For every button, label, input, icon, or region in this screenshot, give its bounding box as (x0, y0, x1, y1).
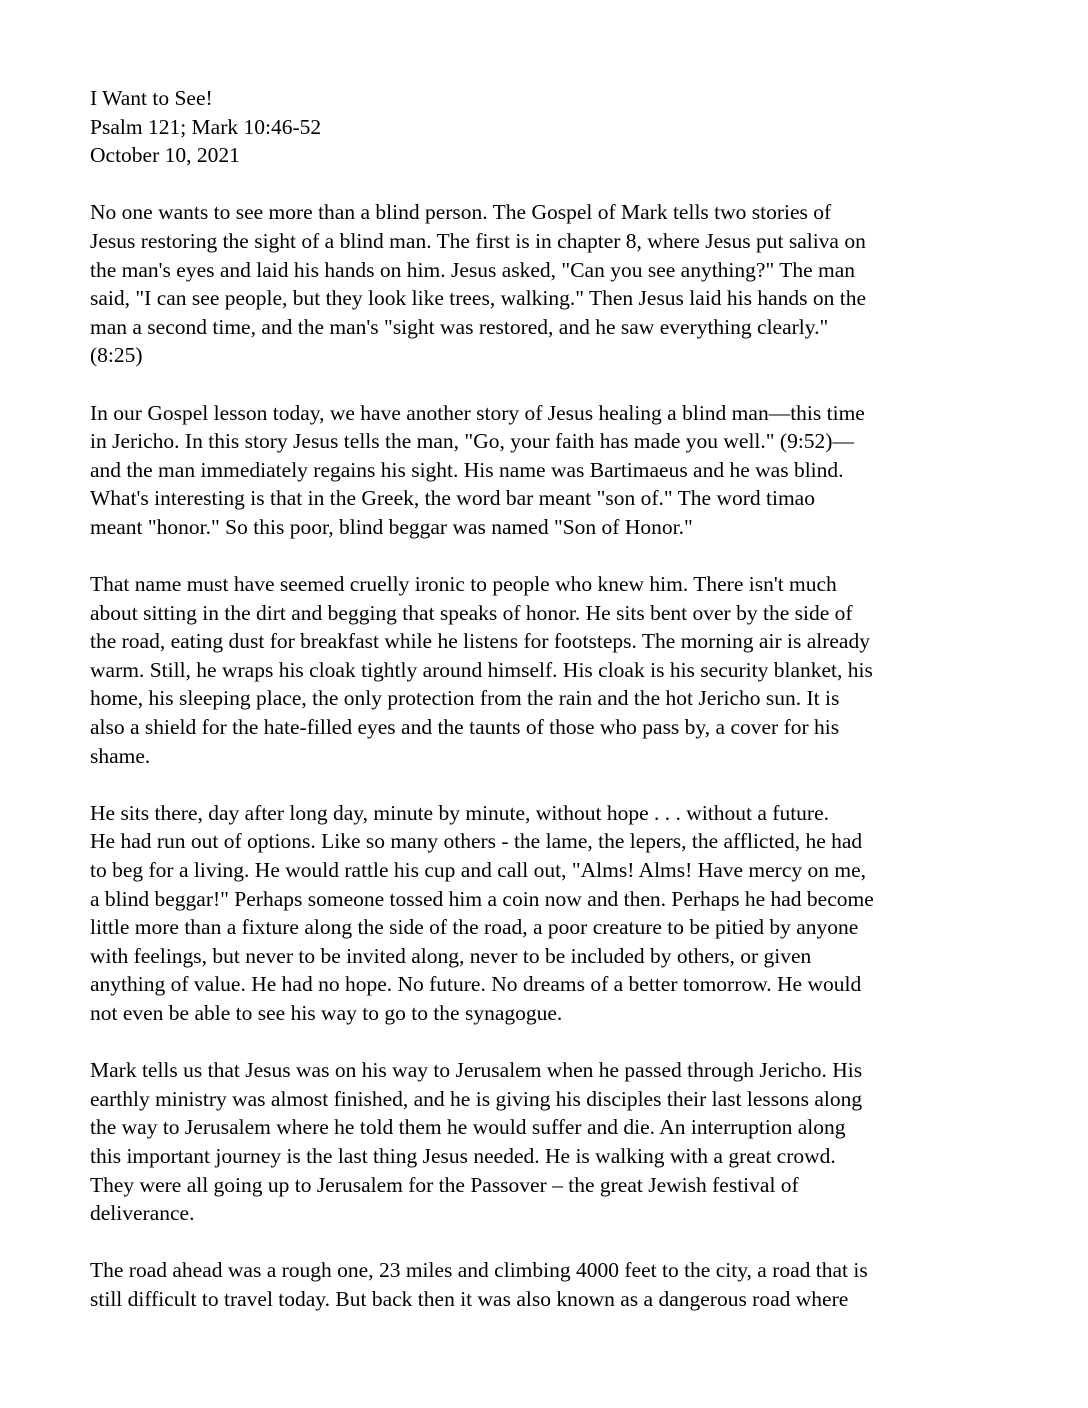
paragraph (90, 1056, 1010, 1228)
text-line: (8:25) (90, 343, 143, 368)
sermon-header (90, 84, 1010, 170)
text-line: in Jericho. In this story Jesus tells the man, "Go, your faith has made you well." (9:52)— (90, 429, 854, 454)
paragraph (90, 570, 1010, 770)
text-line: anything of value. He had no hope. No future. No dreams of a better tomorrow. He would (90, 972, 862, 997)
sermon-date: October 10, 2021 (90, 143, 240, 168)
text-line: the road, eating dust for breakfast while he listens for footsteps. The morning air is already (90, 629, 870, 654)
text-line: not even be able to see his way to go to the synagogue. (90, 1001, 563, 1025)
text-line: said, "I can see people, but they look like trees, walking." Then Jesus laid his hands on the (90, 286, 867, 311)
text-line: to beg for a living. He would rattle his cup and call out, "Alms! Alms! Have mercy on me, (90, 858, 867, 883)
text-line: home, his sleeping place, the only protection from the rain and the hot Jericho sun. It is (90, 686, 840, 711)
text-line: this important journey is the last thing Jesus needed. He is walking with a great crowd. (90, 1143, 836, 1168)
text-line: shame. (90, 743, 151, 768)
text-line: Jesus restoring the sight of a blind man. The first is in chapter 8, where Jesus put saliva on (90, 228, 866, 253)
text-line: That name must have seemed cruelly ironic to people who knew him. There isn't much (90, 572, 837, 597)
text-line: about sitting in the dirt and begging that speaks of honor. He sits bent over by the side of (90, 600, 853, 625)
text-line: What's interesting is that in the Greek, the word bar meant "son of." The word timao (90, 486, 815, 511)
text-line: They were all going up to Jerusalem for the Passover – the great Jewish festival of (90, 1172, 799, 1197)
text-line: the man's eyes and laid his hands on him. Jesus asked, "Can you see anything?" The man (90, 257, 856, 282)
text-line: the way to Jerusalem where he told them he would suffer and die. An interruption along (90, 1115, 846, 1140)
text-line: still difficult to travel today. But back then it was also known as a dangerous road where (90, 1286, 849, 1311)
text-line: man a second time, and the man's "sight was restored, and he saw everything clearly." (90, 314, 829, 339)
text-line: also a shield for the hate-filled eyes and the taunts of those who pass by, a cover for his (90, 715, 840, 740)
text-line: with feelings, but never to be invited along, never to be included by others, or given (90, 943, 812, 968)
sermon-title: I Want to See! (90, 86, 213, 110)
paragraph (90, 1256, 1010, 1313)
paragraph (90, 198, 1010, 370)
document-body (90, 84, 1010, 1342)
text-line: a blind beggar!" Perhaps someone tossed him a coin now and then. Perhaps he had become (90, 886, 874, 911)
text-line: little more than a fixture along the side of the road, a poor creature to be pitied by anyone (90, 915, 859, 940)
text-line: warm. Still, he wraps his cloak tightly around himself. His cloak is his security blanket, his (90, 657, 873, 682)
scripture-reference: Psalm 121; Mark 10:46-52 (90, 114, 322, 139)
text-line: The road ahead was a rough one, 23 miles and climbing 4000 feet to the city, a road that is (90, 1258, 868, 1283)
paragraph (90, 399, 1010, 542)
text-line: earthly ministry was almost finished, and he is giving his disciples their last lessons along (90, 1086, 863, 1111)
text-line: Mark tells us that Jesus was on his way to Jerusalem when he passed through Jericho. His (90, 1058, 863, 1083)
text-line: In our Gospel lesson today, we have another story of Jesus healing a blind man—this time (90, 400, 865, 425)
text-line: deliverance. (90, 1201, 195, 1226)
text-line: and the man immediately regains his sight. His name was Bartimaeus and he was blind. (90, 457, 844, 482)
sermon-text (90, 198, 1010, 1313)
text-line: He sits there, day after long day, minute by minute, without hope . . . without a future. (90, 800, 829, 825)
text-line: No one wants to see more than a blind person. The Gospel of Mark tells two stories of (90, 200, 832, 225)
paragraph (90, 799, 1010, 1028)
text-line: He had run out of options. Like so many others - the lame, the lepers, the afflicted, he had (90, 829, 863, 854)
text-line: meant "honor." So this poor, blind beggar was named "Son of Honor." (90, 514, 693, 539)
